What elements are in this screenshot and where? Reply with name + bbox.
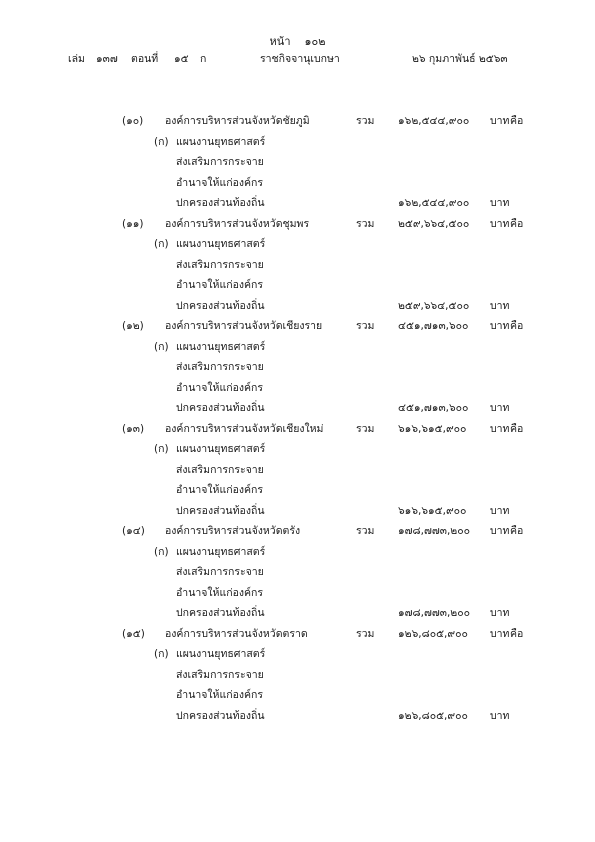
entry-number: (๑๓) xyxy=(122,422,145,435)
sub-text-3: ปกครองส่วนท้องถิ่น xyxy=(176,402,265,414)
sub-row xyxy=(0,461,595,479)
total-label: รวม xyxy=(356,422,375,435)
sub-text-3: ปกครองส่วนท้องถิ่น xyxy=(176,299,265,312)
entry-number: (๑๐) xyxy=(122,115,144,127)
sub-row xyxy=(0,174,595,192)
sub-total-row xyxy=(0,297,595,315)
sub-text-1: ส่งเสริมการกระจาย xyxy=(176,156,264,168)
baht-unit: บาท xyxy=(490,115,510,127)
total-label: รวม xyxy=(356,115,375,127)
entry-number: (๑๑) xyxy=(122,217,144,230)
khue-label: คือ xyxy=(510,115,524,127)
section-label: ตอนที่ xyxy=(131,53,159,65)
organization-name: องค์การบริหารส่วนจังหวัดเชียงราย xyxy=(165,320,323,332)
plan-marker: (ก) xyxy=(154,443,169,455)
total-amount: ๑๗๘,๗๗๓,๒๐๐ xyxy=(398,525,471,537)
sub-text-3: ปกครองส่วนท้องถิ่น xyxy=(176,504,265,517)
page-number: ๑๐๒ xyxy=(304,35,326,48)
entry-title-row xyxy=(0,522,595,540)
plan-amount: ๔๕๑,๗๑๓,๖๐๐ xyxy=(398,402,469,414)
khue-label: คือ xyxy=(510,320,524,332)
total-amount: ๑๖๒,๕๔๔,๙๐๐ xyxy=(398,115,470,127)
khue-label: คือ xyxy=(510,217,524,230)
sub-row xyxy=(0,666,595,684)
plan-amount: ๑๒๖,๘๐๕,๙๐๐ xyxy=(398,709,468,722)
sub-total-row xyxy=(0,399,595,417)
plan-row xyxy=(0,338,595,356)
volume-number: ๑๓๗ xyxy=(96,53,118,65)
total-label: รวม xyxy=(356,627,375,640)
total-label: รวม xyxy=(356,217,375,230)
plan-row xyxy=(0,440,595,458)
sub-text-2: อำนาจให้แก่องค์กร xyxy=(176,381,264,394)
sub-text-1: ส่งเสริมการกระจาย xyxy=(176,361,264,373)
sub-text-3: ปกครองส่วนท้องถิ่น xyxy=(176,197,265,209)
organization-name: องค์การบริหารส่วนจังหวัดชุมพร xyxy=(165,217,310,230)
baht-unit: บาท xyxy=(490,525,510,537)
sub-row xyxy=(0,153,595,171)
sub-row xyxy=(0,276,595,294)
total-amount: ๑๒๖,๘๐๕,๙๐๐ xyxy=(398,627,468,640)
publication-date: ๒๖ กุมภาพันธ์ ๒๕๖๓ xyxy=(412,53,508,65)
organization-name: องค์การบริหารส่วนจังหวัดเชียงใหม่ xyxy=(165,422,324,435)
plan-amount: ๖๑๖,๖๑๕,๙๐๐ xyxy=(398,504,467,517)
plan-name: แผนงานยุทธศาสตร์ xyxy=(176,135,266,148)
sub-row xyxy=(0,379,595,397)
total-label: รวม xyxy=(356,320,375,332)
publication-name: ราชกิจจานุเบกษา xyxy=(260,53,340,65)
sub-text-1: ส่งเสริมการกระจาย xyxy=(176,463,264,476)
khue-label: คือ xyxy=(510,525,524,537)
plan-amount: ๑๖๒,๕๔๔,๙๐๐ xyxy=(398,197,470,209)
plan-row xyxy=(0,543,595,561)
plan-row xyxy=(0,235,595,253)
entry-title-row xyxy=(0,112,595,130)
baht-unit: บาท xyxy=(490,402,510,414)
sub-row xyxy=(0,481,595,499)
sub-row xyxy=(0,584,595,602)
baht-unit: บาท xyxy=(490,217,510,230)
sub-row xyxy=(0,256,595,274)
sub-text-3: ปกครองส่วนท้องถิ่น xyxy=(176,709,265,722)
baht-unit: บาท xyxy=(490,709,510,722)
baht-unit: บาท xyxy=(490,504,510,517)
baht-unit: บาท xyxy=(490,422,510,435)
sub-row xyxy=(0,358,595,376)
plan-marker: (ก) xyxy=(154,340,169,353)
sub-text-2: อำนาจให้แก่องค์กร xyxy=(176,279,264,291)
sub-text-2: อำนาจให้แก่องค์กร xyxy=(176,176,264,189)
baht-unit: บาท xyxy=(490,607,510,619)
plan-name: แผนงานยุทธศาสตร์ xyxy=(176,238,266,250)
entry-title-row xyxy=(0,420,595,438)
entry-number: (๑๒) xyxy=(122,320,144,332)
plan-amount: ๒๕๙,๖๖๔,๕๐๐ xyxy=(398,299,470,312)
total-amount: ๒๕๙,๖๖๔,๕๐๐ xyxy=(398,217,470,230)
baht-unit: บาท xyxy=(490,627,510,640)
page-label: หน้า xyxy=(269,35,291,48)
total-label: รวม xyxy=(356,525,375,537)
entry-number: (๑๕) xyxy=(122,627,145,640)
plan-amount: ๑๗๘,๗๗๓,๒๐๐ xyxy=(398,607,471,619)
organization-name: องค์การบริหารส่วนจังหวัดตราด xyxy=(165,627,308,640)
total-amount: ๖๑๖,๖๑๕,๙๐๐ xyxy=(398,422,467,435)
page-number-header xyxy=(0,32,595,50)
organization-name: องค์การบริหารส่วนจังหวัดตรัง xyxy=(165,525,301,537)
sub-total-row xyxy=(0,604,595,622)
total-amount: ๔๕๑,๗๑๓,๖๐๐ xyxy=(398,320,469,332)
volume-label: เล่ม xyxy=(68,53,85,65)
plan-name: แผนงานยุทธศาสตร์ xyxy=(176,648,266,660)
sub-text-1: ส่งเสริมการกระจาย xyxy=(176,668,264,681)
plan-name: แผนงานยุทธศาสตร์ xyxy=(176,545,266,558)
plan-marker: (ก) xyxy=(154,238,169,250)
plan-name: แผนงานยุทธศาสตร์ xyxy=(176,443,266,455)
baht-unit: บาท xyxy=(490,320,510,332)
sub-text-1: ส่งเสริมการกระจาย xyxy=(176,258,264,271)
sub-row xyxy=(0,563,595,581)
sub-text-2: อำนาจให้แก่องค์กร xyxy=(176,586,264,599)
sub-row xyxy=(0,686,595,704)
sub-text-3: ปกครองส่วนท้องถิ่น xyxy=(176,607,265,619)
section-number: ๑๕ xyxy=(174,53,189,65)
khue-label: คือ xyxy=(510,627,524,640)
sub-text-1: ส่งเสริมการกระจาย xyxy=(176,566,264,578)
plan-marker: (ก) xyxy=(154,135,169,148)
sub-total-row xyxy=(0,194,595,212)
organization-name: องค์การบริหารส่วนจังหวัดชัยภูมิ xyxy=(165,115,310,127)
entry-title-row xyxy=(0,625,595,643)
plan-row xyxy=(0,133,595,151)
gazette-header-row xyxy=(0,50,595,66)
sub-text-2: อำนาจให้แก่องค์กร xyxy=(176,689,264,701)
khue-label: คือ xyxy=(510,422,524,435)
entry-title-row xyxy=(0,215,595,233)
plan-marker: (ก) xyxy=(154,648,169,660)
section-suffix: ก xyxy=(200,53,207,65)
plan-row xyxy=(0,645,595,663)
plan-marker: (ก) xyxy=(154,545,169,558)
sub-total-row xyxy=(0,707,595,725)
sub-total-row xyxy=(0,502,595,520)
baht-unit: บาท xyxy=(490,299,510,312)
baht-unit: บาท xyxy=(490,197,510,209)
plan-name: แผนงานยุทธศาสตร์ xyxy=(176,340,266,353)
entry-title-row xyxy=(0,317,595,335)
entry-number: (๑๔) xyxy=(122,525,145,537)
sub-text-2: อำนาจให้แก่องค์กร xyxy=(176,484,264,496)
